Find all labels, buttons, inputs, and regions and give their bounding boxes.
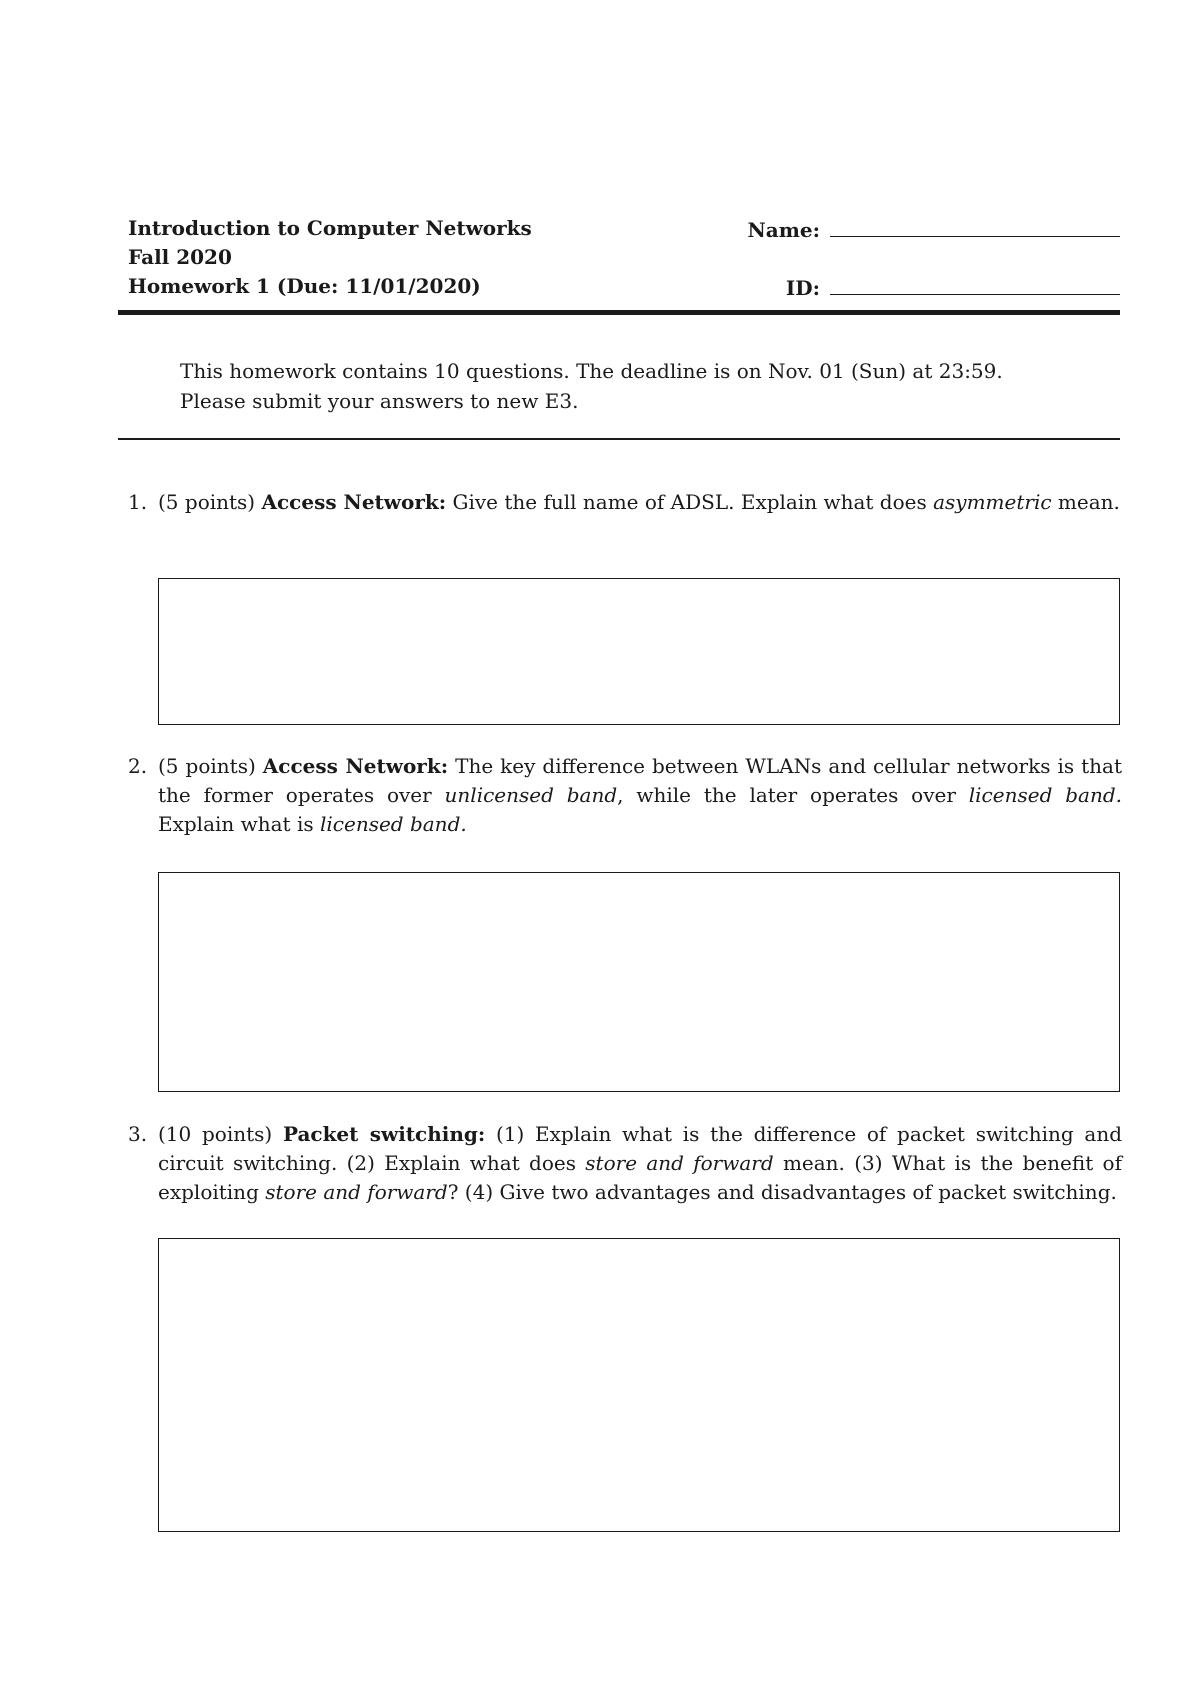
- question-2: [128, 752, 1122, 839]
- question-body: ? (4) Give two advantages and disadvantages of packet switching.: [447, 1180, 1117, 1204]
- question-number: 2.: [128, 754, 148, 778]
- question-topic: Packet switching:: [282, 1122, 486, 1146]
- question-emphasis: licensed band.: [968, 783, 1122, 807]
- answer-box-1[interactable]: [158, 578, 1120, 725]
- course-title: Introduction to Computer Networks: [128, 216, 532, 240]
- question-topic: Access Network:: [261, 490, 447, 514]
- instructions-line-2: Please submit your answers to new E3.: [180, 389, 579, 413]
- header-line-1: [128, 214, 1120, 243]
- question-body: mean. (3) What is the benefit of exploiting: [158, 1151, 1122, 1204]
- document-header: [128, 214, 1120, 301]
- question-body: Explain what is: [158, 812, 314, 836]
- question-emphasis: unlicensed band: [444, 783, 618, 807]
- name-blank-line[interactable]: [830, 214, 1120, 237]
- name-label: Name:: [747, 218, 820, 242]
- id-field-group: [786, 272, 1120, 303]
- question-body: mean.: [1057, 490, 1120, 514]
- instructions: [180, 356, 1080, 416]
- question-1: [128, 488, 1122, 517]
- question-points: (5 points): [158, 490, 256, 514]
- question-body: , while the later operates over: [617, 783, 956, 807]
- id-label: ID:: [785, 276, 820, 300]
- question-topic: Access Network:: [262, 754, 449, 778]
- name-field-group: [747, 214, 1120, 245]
- question-body: Give the full name of ADSL. Explain what does: [452, 490, 927, 514]
- question-text: [158, 752, 1122, 839]
- answer-box-3[interactable]: [158, 1238, 1120, 1532]
- question-body: (1) Explain what is the difference of packet switching and circuit switching. (2) Explain what does: [158, 1122, 1122, 1175]
- question-emphasis: store and forward: [265, 1180, 448, 1204]
- homework-title: Homework 1 (Due: 11/01/2020): [128, 274, 481, 298]
- question-points: (10 points): [158, 1122, 273, 1146]
- question-emphasis: licensed band.: [319, 812, 467, 836]
- question-emphasis: asymmetric: [933, 490, 1052, 514]
- question-number: 3.: [128, 1122, 148, 1146]
- instructions-divider: [118, 438, 1120, 440]
- question-points: (5 points): [158, 754, 256, 778]
- answer-box-2[interactable]: [158, 872, 1120, 1092]
- header-line-2: [128, 243, 1120, 272]
- instructions-line-1: This homework contains 10 questions. The deadline is on Nov. 01 (Sun) at 23:59.: [180, 359, 1003, 383]
- question-text: [158, 488, 1122, 517]
- id-blank-line[interactable]: [830, 272, 1120, 295]
- question-emphasis: store and forward: [585, 1151, 774, 1175]
- question-3: [128, 1120, 1122, 1207]
- question-body: The key difference between WLANs and cellular networks is that the former operates over: [158, 754, 1123, 807]
- course-term: Fall 2020: [128, 245, 232, 269]
- header-divider: [118, 310, 1120, 315]
- question-text: [158, 1120, 1122, 1207]
- question-number: 1.: [128, 490, 148, 514]
- header-line-3: [128, 272, 1120, 301]
